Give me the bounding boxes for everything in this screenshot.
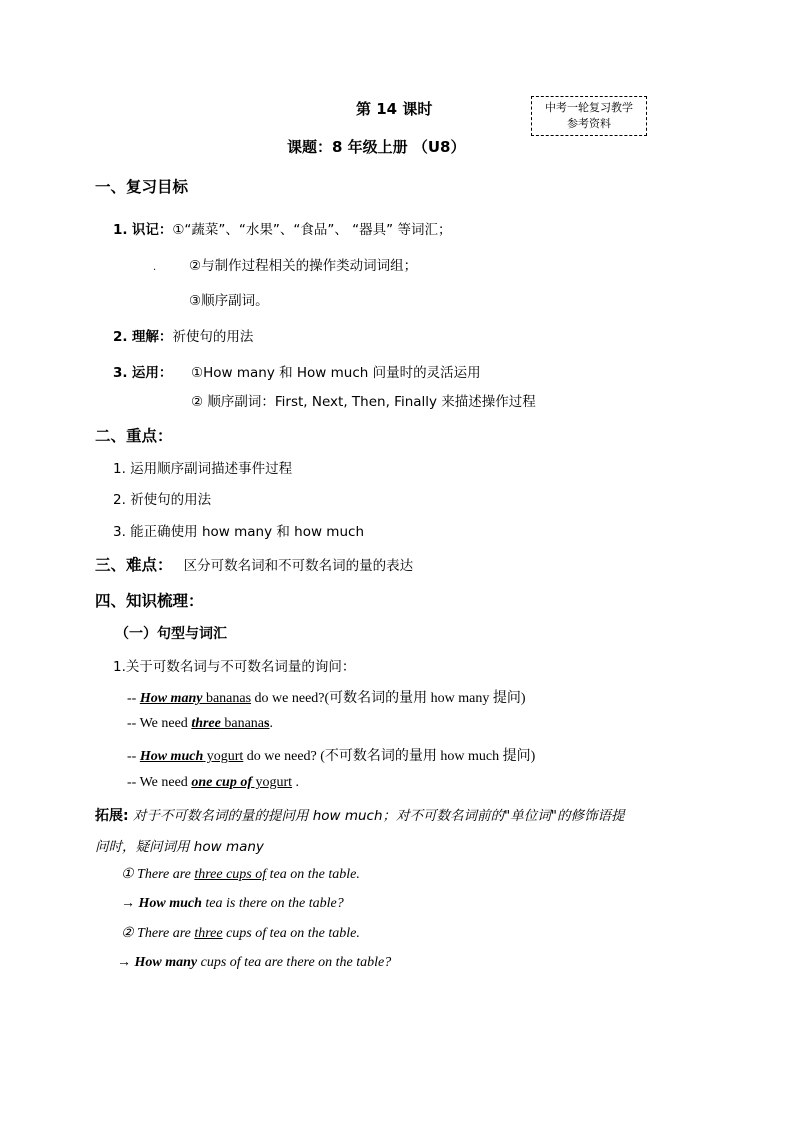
goal-3-text-b: ② 顺序副词：First, Next, Then, Finally 来描述操作过程 bbox=[191, 394, 536, 410]
section-heading-knowledge: 四、知识梳理： bbox=[95, 592, 204, 610]
extension-label: 拓展: bbox=[95, 808, 129, 824]
dialog-1-dash: -- bbox=[127, 691, 140, 706]
goal-3-number: 3. bbox=[113, 365, 128, 381]
dialog-3-dash: -- bbox=[127, 749, 140, 764]
section-heading-goals: 一、复习目标 bbox=[95, 178, 189, 196]
example-4-arrow: → bbox=[117, 955, 135, 970]
key-point-2: 2. 祈使句的用法 bbox=[113, 492, 212, 508]
dialog-2-period: . bbox=[269, 716, 273, 731]
example-3-start: ② There are bbox=[121, 926, 195, 941]
example-2-rest: tea is there on the table? bbox=[201, 896, 344, 911]
goal-item-1 bbox=[113, 218, 451, 238]
subsection-heading: （一）句型与词汇 bbox=[115, 626, 227, 642]
goal-3-text-a: ①How many 和 How much 问量时的灵活运用 bbox=[191, 365, 481, 381]
key-point-1: 1. 运用顺序副词描述事件过程 bbox=[113, 461, 293, 477]
extension-line-1 bbox=[95, 804, 624, 825]
goal-2-label: 理解： bbox=[131, 329, 173, 345]
goal-1-text-a: ①“蔬菜”、“水果”、“食品”、 “器具” 等词汇； bbox=[172, 222, 452, 238]
example-1-rest: tea on the table. bbox=[266, 867, 360, 882]
dialog-line-3 bbox=[127, 745, 535, 765]
example-4-how-many: How many bbox=[134, 955, 198, 970]
goal-3-label: 运用： bbox=[131, 365, 173, 381]
dialog-1-how-many: How many bbox=[139, 691, 203, 706]
dialog-3-yogurt: yogurt bbox=[203, 749, 244, 764]
goal-2-number: 2. bbox=[113, 329, 128, 345]
example-3 bbox=[121, 925, 360, 942]
stamp-line-2: 参考资料 bbox=[567, 117, 611, 130]
section-heading-difficulties: 三、难点： bbox=[95, 556, 173, 574]
difficulty-line bbox=[95, 553, 413, 575]
key-point-3: 3. 能正确使用 how many 和 how much bbox=[113, 524, 364, 540]
example-4 bbox=[117, 955, 391, 971]
goal-1-label: 识记： bbox=[131, 222, 173, 238]
example-3-rest: cups of tea on the table. bbox=[222, 926, 360, 941]
goal-item-2 bbox=[113, 325, 253, 345]
dialog-4-start: -- We need bbox=[127, 775, 192, 790]
dialog-1-bananas: bananas bbox=[202, 691, 252, 706]
dialog-line-1 bbox=[127, 687, 526, 707]
goal-item-3 bbox=[113, 361, 172, 381]
example-2 bbox=[121, 896, 344, 912]
dialog-4-period: . bbox=[292, 775, 300, 790]
goal-1-text-b: ②与制作过程相关的操作类动词词组； bbox=[189, 258, 418, 274]
stray-dot: . bbox=[153, 262, 157, 273]
example-1-three-cups-of: three cups of bbox=[194, 867, 267, 882]
dialog-2-start: -- We need bbox=[127, 716, 192, 731]
topic-title: 课题：8 年级上册 （U8） bbox=[287, 138, 466, 156]
question-1: 1.关于可数名词与不可数名词量的询问： bbox=[113, 659, 356, 675]
dialog-3-rest: do we need? (不可数名词的量用 how much 提问) bbox=[243, 749, 536, 764]
extension-text-2: 问时，疑问词用 how many bbox=[95, 839, 264, 855]
dialog-3-how-much: How much bbox=[139, 749, 204, 764]
dialog-2-plural-s: s bbox=[264, 716, 270, 731]
goal-1-number: 1. bbox=[113, 222, 128, 238]
difficulty-text: 区分可数名词和不可数名词的量的表达 bbox=[183, 558, 414, 574]
example-4-rest: cups of tea are there on the table? bbox=[197, 955, 392, 970]
lesson-title: 第 14 课时 bbox=[356, 100, 433, 118]
goal-2-text: 祈使句的用法 bbox=[172, 329, 254, 345]
reference-stamp bbox=[531, 96, 647, 136]
example-1 bbox=[121, 866, 360, 883]
dialog-line-2 bbox=[127, 716, 273, 732]
dialog-4-one-cup-of: one cup of bbox=[191, 775, 252, 790]
example-2-how-much: How much bbox=[138, 896, 202, 911]
dialog-2-banana: banana bbox=[220, 716, 265, 731]
example-3-three: three bbox=[194, 926, 223, 941]
dialog-line-4 bbox=[127, 775, 299, 791]
goal-1-text-c: ③顺序副词。 bbox=[189, 293, 269, 309]
dialog-2-three: three bbox=[191, 716, 221, 731]
example-1-start: ① There are bbox=[121, 867, 195, 882]
section-heading-key-points: 二、重点： bbox=[95, 427, 173, 445]
extension-text-1: 对于不可数名词的量的提问用 how much；对不可数名词前的"单位词"的修饰语提 bbox=[128, 808, 625, 824]
dialog-4-yogurt: yogurt bbox=[251, 775, 293, 790]
example-2-arrow: → bbox=[121, 896, 139, 911]
dialog-1-rest: do we need?(可数名词的量用 how many 提问) bbox=[251, 691, 526, 706]
stamp-line-1: 中考一轮复习教学 bbox=[545, 101, 633, 114]
